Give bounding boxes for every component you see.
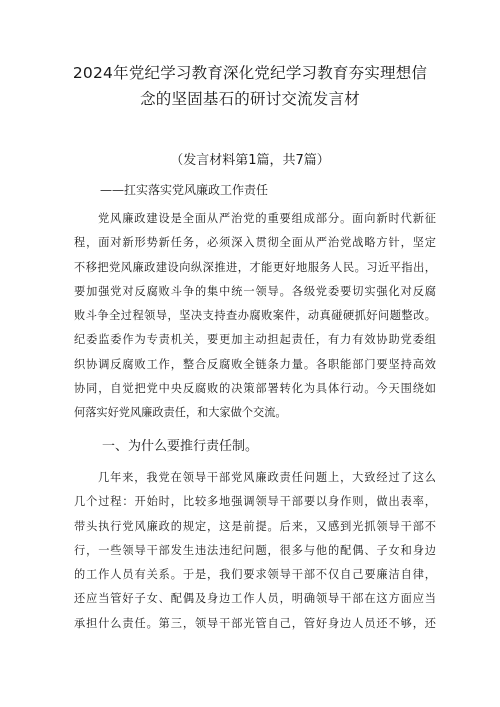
document-tagline: ——扛实落实党风廉政工作责任 [100,183,269,197]
paragraph-line: 行，一些领导干部发生违法违纪问题，很多与他的配偶、子女和身边 [74,543,436,557]
paragraph-line: 党风廉政建设是全面从严治党的重要组成部分。面向新时代新征 [98,212,436,225]
paragraph-line: 带头执行党风廉政的规定，这是前提。后来，又感到光抓领导干部不 [74,519,436,533]
intro-paragraph [74,207,436,426]
document-title [60,60,440,112]
section-heading: 一、为什么要推行责任制。 [102,439,259,454]
title-line: 念的坚固基石的研讨交流发言材 [140,90,360,108]
paragraph-line: 的工作人员有关系。于是，我们要求领导干部不仅自己要廉洁自律， [74,568,436,582]
paragraph-line: 何落实好党风廉政责任，和大家做个交流。 [74,406,287,420]
paragraph-line: 败斗争全过程领导，坚决支持查办腐败案件，动真碰硬抓好问题整改。 [74,309,436,323]
paragraph-line: 不移把党风廉政建设向纵深推进，才能更好地服务人民。习近平指出， [74,260,436,274]
section-paragraph [74,466,436,636]
paragraph-line: 程，面对新形势新任务，必须深入贯彻全面从严治党战略方针，坚定 [74,236,436,250]
paragraph-line: 协同，自觉把党中央反腐败的决策部署转化为具体行动。今天围绕如 [74,382,436,396]
paragraph-line: 纪委监委作为专责机关，要更加主动担起责任，有力有效协助党委组 [74,333,436,347]
title-line: 2024年党纪学习教育深化党纪学习教育夯实理想信 [72,64,428,82]
paragraph-line: 几个过程：开始时，比较多地强调领导干部要以身作则，做出表率， [74,495,436,509]
paragraph-line: 要加强党对反腐败斗争的集中统一领导。各级党委要切实强化对反腐 [74,284,436,298]
paragraph-line: 几年来，我党在领导干部党风廉政责任问题上，大致经过了这么 [98,471,436,484]
paragraph-line: 织协调反腐败工作，整合反腐败全链条力量。各职能部门要坚持高效 [74,357,436,371]
paragraph-line: 承担什么责任。第三，领导干部光管自己，管好身边人员还不够，还 [74,616,436,630]
document-subtitle: （发言材料第1篇，共7篇） [170,153,330,168]
paragraph-line: 还应当管好子女、配偶及身边工作人员，明确领导干部在这方面应当 [74,592,436,606]
